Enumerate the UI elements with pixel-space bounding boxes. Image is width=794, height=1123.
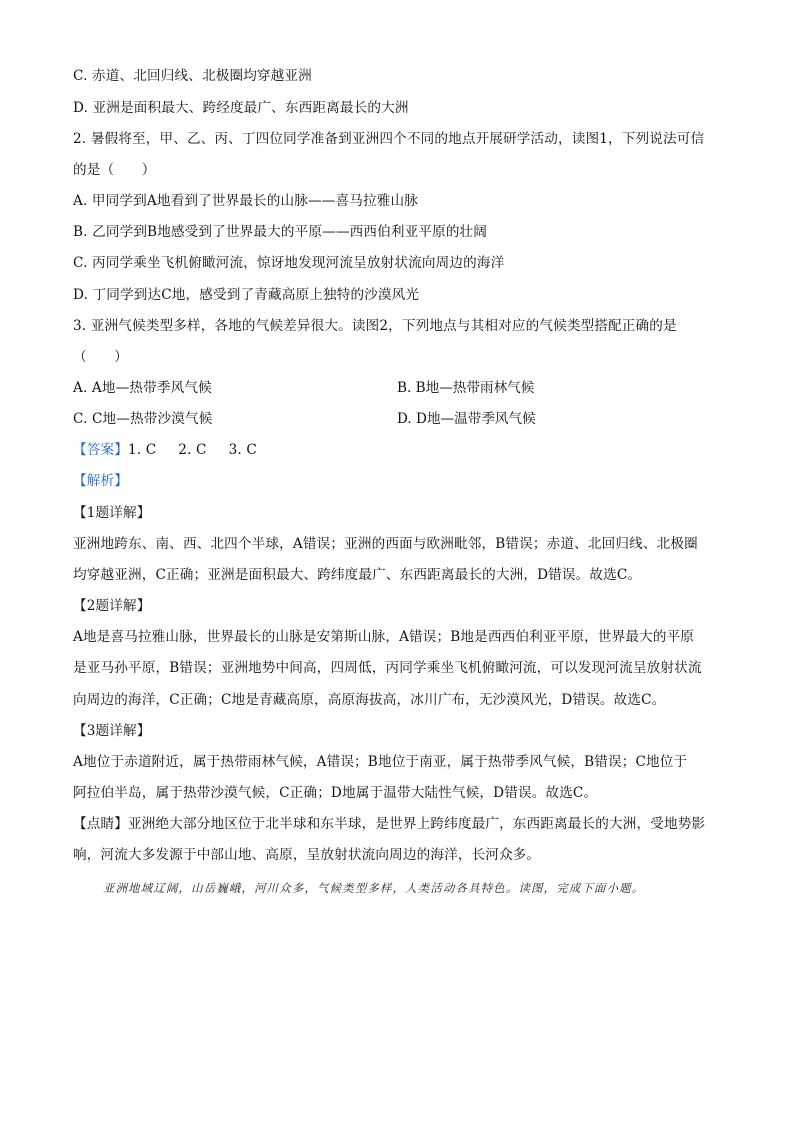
detail3-line2: 阿拉伯半岛，属于热带沙漠气候，C正确；D地属于温带大陆性气候，D错误。故选C。	[73, 785, 598, 801]
q3-option-a: A. A地—热带季风气候	[73, 380, 212, 396]
point-text-1: 亚洲绝大部分地区位于北半球和东半球，是世界上跨纬度最广，东西距离最长的大洲，受地势影	[127, 816, 706, 832]
q3-stem-line1: 3. 亚洲气候类型多样，各地的气候差异很大。读图2，下列地点与其相对应的气候类型搭配正确的是	[73, 318, 677, 334]
q2-stem-line2: 的是（ ）	[73, 162, 156, 178]
answer-line	[73, 440, 257, 460]
q2-option-b: B. 乙同学到B地感受到了世界最大的平原——西西伯利亚平原的壮阔	[73, 224, 488, 240]
point-line1	[73, 814, 705, 834]
point-label: 【点睛】	[73, 816, 128, 832]
q3-stem-line2: （ ）	[73, 349, 128, 365]
detail2-line2: 是亚马孙平原，B错误；亚洲地势中间高，四周低，丙同学乘坐飞机俯瞰河流，可以发现河流呈放射状流	[73, 660, 702, 676]
detail2-label: 【2题详解】	[73, 598, 151, 614]
q1-option-c: C. 赤道、北回归线、北极圈均穿越亚洲	[73, 68, 312, 84]
q3-option-b: B. B地—热带雨林气候	[397, 380, 535, 396]
answer-2: 2. C	[178, 442, 207, 458]
detail2-line1: A地是喜马拉雅山脉，世界最长的山脉是安第斯山脉，A错误；B地是西西伯利亚平原，世界最大的平原	[73, 629, 695, 645]
detail2-line3: 向周边的海洋，C正确；C地是青藏高原，高原海拔高，冰川广布，无沙漠风光，D错误。故选C。	[73, 692, 666, 708]
point-line2: 响，河流大多发源于中部山地、高原，呈放射状流向周边的海洋，长河众多。	[73, 847, 541, 863]
q1-option-d: D. 亚洲是面积最大、跨经度最广、东西距离最长的大洲	[73, 100, 409, 116]
detail1-line1: 亚洲地跨东、南、西、北四个半球，A错误；亚洲的西面与欧洲毗邻，B错误；赤道、北回归线、北极圈	[73, 536, 698, 552]
q2-stem-line1: 2. 暑假将至，甲、乙、丙、丁四位同学准备到亚洲四个不同的地点开展研学活动，读图1，下列说法可信	[73, 131, 705, 147]
q2-option-a: A. 甲同学到A地看到了世界最长的山脉——喜马拉雅山脉	[73, 193, 418, 209]
answer-3: 3. C	[228, 442, 257, 458]
detail3-label: 【3题详解】	[73, 723, 151, 739]
q2-option-d: D. 丁同学到达C地，感受到了青藏高原上独特的沙漠风光	[73, 287, 420, 303]
analysis-label: 【解析】	[73, 473, 128, 489]
q3-option-c: C. C地—热带沙漠气候	[73, 411, 213, 427]
detail1-label: 【1题详解】	[73, 505, 151, 521]
answer-label: 【答案】	[73, 442, 128, 458]
lead-text: 亚洲地域辽阔，山岳巍峨，河川众多，气候类型多样，人类活动各具特色。读图，完成下面小题。	[103, 881, 645, 895]
detail3-line1: A地位于赤道附近，属于热带雨林气候，A错误；B地位于南亚，属于热带季风气候，B错误；C地位于	[73, 754, 688, 770]
q2-option-c: C. 丙同学乘坐飞机俯瞰河流，惊讶地发现河流呈放射状流向周边的海洋	[73, 255, 505, 271]
detail1-line2: 均穿越亚洲，C正确；亚洲是面积最大、跨纬度最广、东西距离最长的大洲，D错误。故选C。	[73, 567, 642, 583]
q3-option-d: D. D地—温带季风气候	[397, 411, 536, 427]
answer-1: 1. C	[127, 442, 157, 458]
